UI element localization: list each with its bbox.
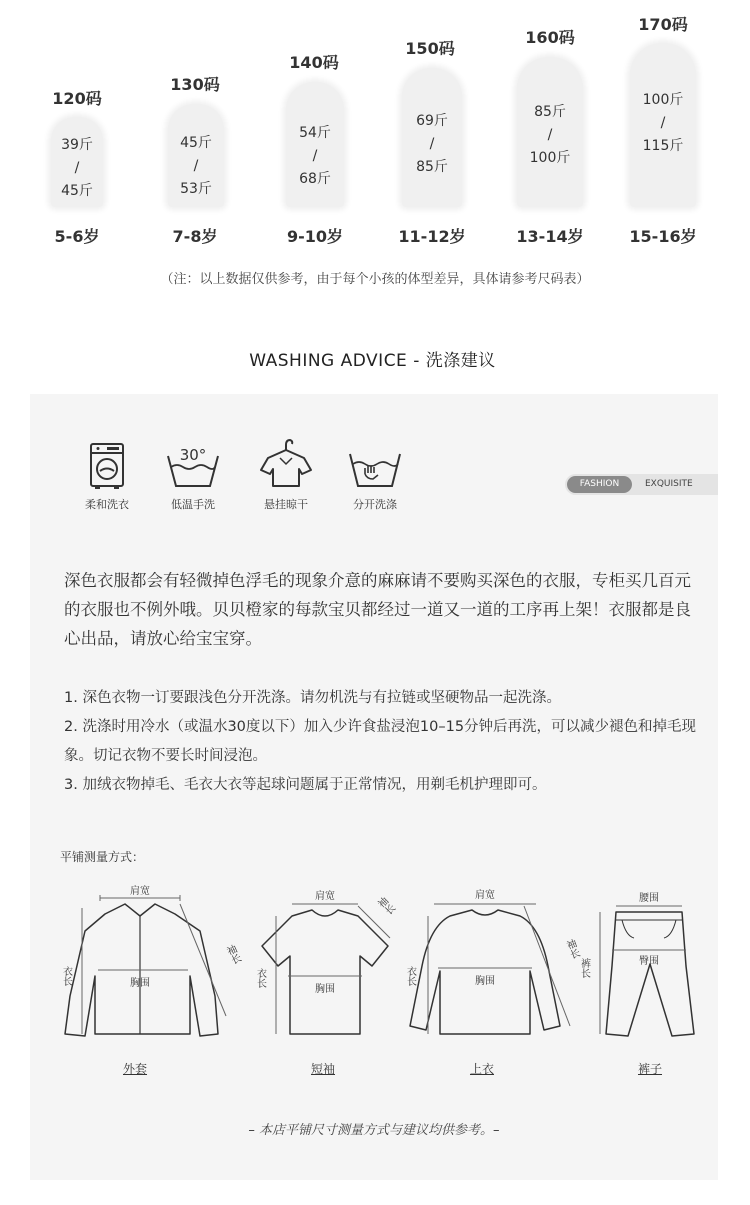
garment-name: 上衣 xyxy=(469,1062,495,1076)
tip-item: 3. 加绒衣物掉毛、毛衣大衣等起球问题属于正常情况，用剃毛机护理即可。 xyxy=(64,777,547,793)
length-label: 衣长 xyxy=(60,966,72,986)
size-code: 130码 xyxy=(170,75,220,94)
tshirt-diagram xyxy=(240,886,410,1046)
washing-panel xyxy=(30,394,718,1180)
weight-max: 68斤 xyxy=(299,171,331,187)
pants-diagram xyxy=(578,886,712,1046)
age-range: 7-8岁 xyxy=(172,227,218,246)
tips-list xyxy=(64,684,704,800)
age-range: 9-10岁 xyxy=(286,227,344,246)
weight-pill xyxy=(630,43,696,207)
weight-sep: / xyxy=(312,148,318,164)
tab-exquisite[interactable]: EXQUISITE xyxy=(645,479,693,489)
weight-max: 45斤 xyxy=(61,183,93,199)
shoulder-label: 肩宽 xyxy=(315,891,335,902)
icon-label: 低温手洗 xyxy=(171,498,215,511)
hand-wash-basin-icon xyxy=(345,442,405,490)
icon-label: 悬挂晾干 xyxy=(264,498,308,511)
weight-max: 53斤 xyxy=(180,181,212,197)
weight-min: 54斤 xyxy=(299,125,331,141)
temp-text: 30° xyxy=(179,446,207,464)
weight-pill xyxy=(51,117,103,207)
weight-min: 100斤 xyxy=(642,92,684,108)
tip-item: 2. 洗涤时用冷水（或温水30度以下）加入少许食盐浸泡10–15分钟后再洗，可以减少褪色和掉毛现象。切记衣物不要长时间浸泡。 xyxy=(64,719,697,764)
chest-label: 胸围 xyxy=(475,976,495,987)
chest-label: 胸围 xyxy=(130,978,150,989)
icon-hang-dry xyxy=(246,436,326,512)
garment-name: 短袖 xyxy=(310,1062,336,1076)
section-title: WASHING ADVICE - 洗涤建议 xyxy=(249,351,496,371)
age-range: 5-6岁 xyxy=(54,227,100,246)
sleeve-label: 袖长 xyxy=(374,896,397,919)
size-code: 150码 xyxy=(405,39,455,58)
icon-label: 分开洗涤 xyxy=(353,498,397,511)
tab-bar xyxy=(565,474,718,495)
weight-min: 39斤 xyxy=(61,137,93,153)
length-label: 衣长 xyxy=(254,968,266,988)
weight-min: 69斤 xyxy=(416,113,448,129)
weight-pill xyxy=(168,104,224,207)
jacket-diagram xyxy=(50,886,240,1046)
garment-name: 裤子 xyxy=(637,1062,663,1076)
size-note: （注：以上数据仅供参考，由于每个小孩的体型差异，具体请参考尺码表） xyxy=(160,272,590,287)
hand-wash-30-icon xyxy=(163,442,223,490)
sleeve-label: 袖长 xyxy=(223,943,242,967)
weight-pill xyxy=(517,57,583,207)
age-range: 13-14岁 xyxy=(516,227,584,246)
length-label: 衣长 xyxy=(404,966,416,986)
weight-min: 45斤 xyxy=(180,135,212,151)
size-code: 170码 xyxy=(638,15,688,34)
icon-separate-wash xyxy=(335,442,415,512)
size-code: 140码 xyxy=(289,53,339,72)
washing-machine-icon xyxy=(87,442,127,490)
icon-low-temp-wash xyxy=(153,442,233,512)
icon-soft-wash xyxy=(67,442,147,512)
sleeve-label: 袖长 xyxy=(562,938,581,961)
weight-max: 115斤 xyxy=(642,138,684,154)
tip-item: 1. 深色衣物一订要跟浅色分开洗涤。请勿机洗与有拉链或坚硬物品一起洗涤。 xyxy=(64,690,561,706)
weight-max: 100斤 xyxy=(529,150,571,166)
icon-label: 柔和洗衣 xyxy=(85,498,129,511)
shoulder-label: 肩宽 xyxy=(130,886,150,897)
size-code: 120码 xyxy=(52,89,102,108)
waist-label: 腰围 xyxy=(639,893,659,904)
long-sleeve-diagram xyxy=(400,886,580,1046)
measure-title: 平铺测量方式： xyxy=(60,850,145,864)
garment-name: 外套 xyxy=(122,1062,148,1076)
chest-label: 胸围 xyxy=(315,984,335,995)
hip-label: 臀围 xyxy=(639,956,659,967)
shoulder-label: 肩宽 xyxy=(475,890,495,901)
weight-sep: / xyxy=(74,160,80,176)
weight-max: 85斤 xyxy=(416,159,448,175)
weight-sep: / xyxy=(429,136,435,152)
weight-pill xyxy=(402,68,462,207)
weight-min: 85斤 xyxy=(534,104,566,120)
age-range: 15-16岁 xyxy=(629,227,697,246)
weight-sep: / xyxy=(193,158,199,174)
intro-paragraph: 深色衣服都会有轻微掉色浮毛的现象介意的麻麻请不要购买深色的衣服，专柜买几百元的衣服也不例外哦。贝贝橙家的每款宝贝都经过一道又一道的工序再上架！衣服都是良心出品，请放心给宝宝穿。 xyxy=(64,571,691,648)
weight-sep: / xyxy=(660,115,666,131)
age-range: 11-12岁 xyxy=(398,227,466,246)
weight-sep: / xyxy=(547,127,553,143)
footer-note: – 本店平铺尺寸测量方式与建议均供参考。– xyxy=(248,1123,500,1138)
hanging-shirt-icon xyxy=(256,436,316,490)
size-code: 160码 xyxy=(525,28,575,47)
length-label: 裤长 xyxy=(578,958,590,978)
weight-pill xyxy=(286,82,344,207)
tab-fashion[interactable]: FASHION xyxy=(567,476,632,493)
